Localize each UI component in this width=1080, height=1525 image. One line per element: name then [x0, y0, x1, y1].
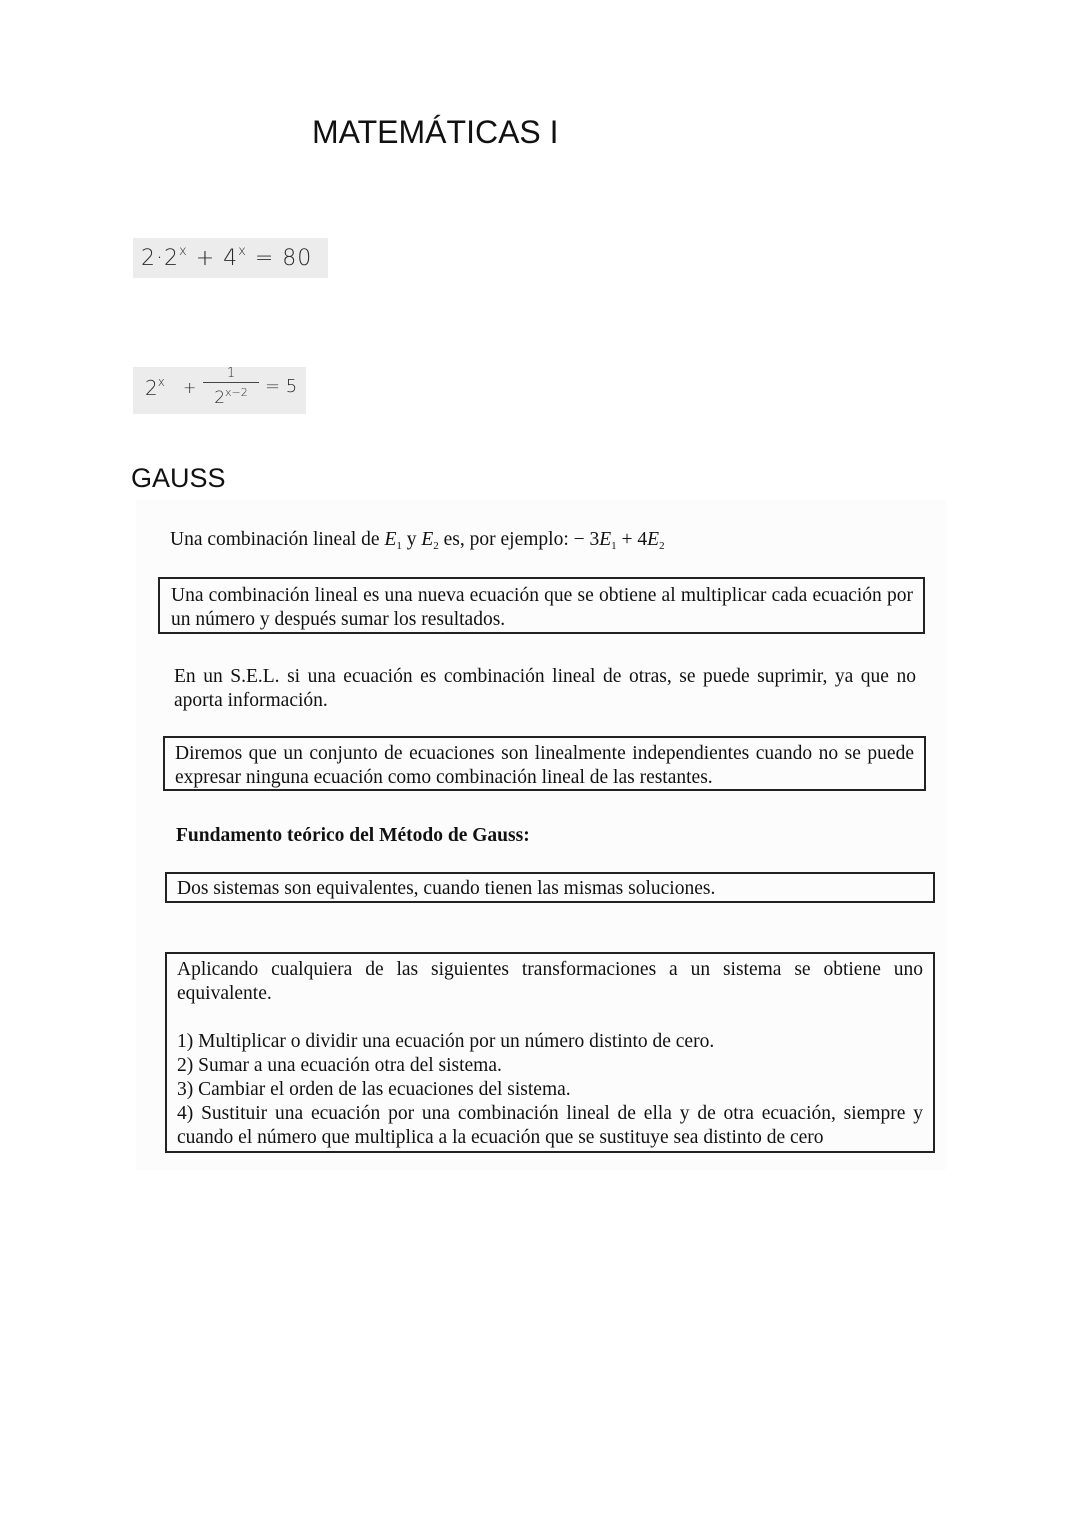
equation-2-rhs: = 5 — [265, 376, 298, 397]
e1-subscript: 1 — [396, 540, 402, 552]
equation-2-plus: + — [183, 378, 197, 397]
equation-1-coef: 2·2 — [141, 246, 179, 271]
linear-combination-example — [170, 528, 665, 558]
equation-1-rhs: = 80 — [254, 246, 313, 271]
equation-1-plus-term: + 4 — [195, 246, 239, 271]
definition-box-equivalent: Dos sistemas son equivalentes, cuando tienen las mismas soluciones. — [165, 872, 935, 903]
handwritten-equation-2 — [133, 367, 306, 414]
page-title: MATEMÁTICAS I — [312, 114, 559, 150]
transformation-item-3: 3) Cambiar el orden de las ecuaciones del sistema. — [177, 1079, 571, 1100]
definition-box-linear-combination: Una combinación lineal es una nueva ecuación que se obtiene al multiplicar cada ecuación por un número y después sumar los resultados. — [158, 577, 925, 634]
e1-symbol: E — [384, 529, 397, 550]
handwritten-equation-1 — [133, 238, 328, 278]
sel-note-paragraph: En un S.E.L. si una ecuación es combinación lineal de otras, se puede suprimir, ya que no aporta información. — [174, 666, 916, 711]
equation-2-base — [145, 375, 165, 400]
formula-coef-a: − 3 — [573, 529, 600, 550]
equation-1-text — [141, 244, 312, 271]
equation-2-exponent: x — [157, 375, 165, 389]
equation-1-exponent-2: x — [238, 244, 247, 259]
transformations-intro: Aplicando cualquiera de las siguientes transformaciones a un sistema se obtiene uno equivalente. — [177, 959, 923, 1004]
equation-1-exponent: x — [179, 244, 188, 259]
example-prefix: Una combinación lineal de — [170, 529, 385, 550]
fundamento-heading: Fundamento teórico del Método de Gauss: — [176, 825, 530, 846]
fraction-bar — [203, 382, 259, 383]
transformation-item-2: 2) Sumar a una ecuación otra del sistema. — [177, 1055, 502, 1076]
formula-e1-subscript: 1 — [611, 540, 617, 552]
formula-e2: E — [647, 529, 660, 550]
formula-e1: E — [599, 529, 612, 550]
e2-subscript: 2 — [433, 540, 439, 552]
transformation-item-1: 1) Multiplicar o dividir una ecuación por un número distinto de cero. — [177, 1031, 715, 1052]
formula-e2-subscript: 2 — [659, 540, 665, 552]
e2-symbol: E — [421, 529, 434, 550]
equation-2-base-number: 2 — [145, 376, 158, 400]
section-heading-gauss: GAUSS — [131, 463, 226, 493]
spacer — [177, 1006, 923, 1030]
transformation-item-4: 4) Sustituir una ecuación por una combinación lineal de ella y de otra ecuación, siempre y cuando el número que multiplica a la ecuación que se sustituye sea distinto de cero — [177, 1103, 923, 1148]
transformations-box — [165, 952, 935, 1153]
denominator-base: 2 — [214, 388, 226, 408]
equation-2-fraction — [203, 367, 259, 407]
denominator-exponent: x−2 — [225, 386, 248, 399]
fraction-numerator: 1 — [226, 366, 236, 381]
fraction-denominator — [203, 384, 259, 407]
formula-coef-b: + 4 — [616, 529, 648, 550]
example-and: y — [401, 529, 422, 550]
definition-box-independent: Diremos que un conjunto de ecuaciones son linealmente independientes cuando no se puede expresar ninguna ecuación como combinación lineal de las restantes. — [163, 736, 926, 791]
example-mid: es, por ejemplo: — [438, 529, 574, 550]
